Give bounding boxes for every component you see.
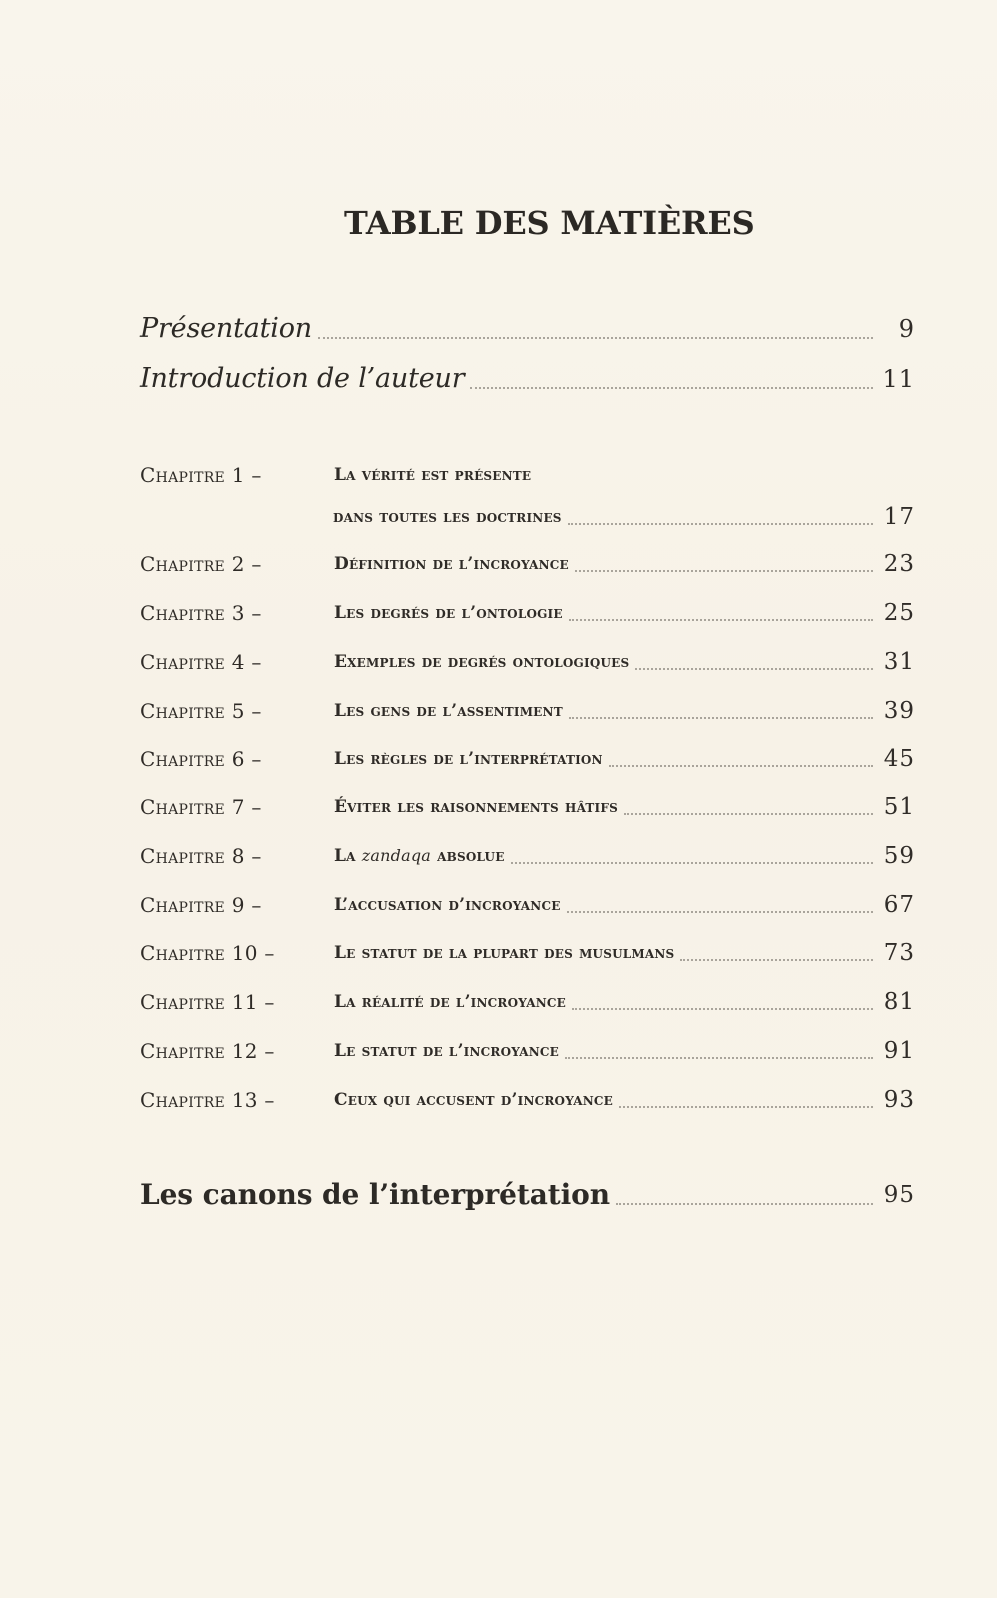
dot-leader — [624, 812, 873, 815]
chapter-title: Le statut de l’incroyance — [334, 1041, 560, 1061]
chapter-label: Chapitre 11 – — [140, 990, 275, 1014]
chapter-label: Chapitre 7 – — [140, 795, 262, 819]
page-number: 73 — [883, 940, 915, 966]
chapter-title: Les gens de l’assentiment — [334, 701, 563, 721]
toc-entry-presentation[interactable] — [140, 305, 915, 351]
toc-entry-label: Présentation — [140, 313, 312, 344]
page-number: 9 — [898, 315, 915, 343]
dot-leader — [470, 386, 873, 389]
chapter-title: L’accusation d’incroyance — [334, 895, 561, 915]
dot-leader — [569, 716, 873, 719]
dot-leader — [616, 1202, 873, 1205]
page-number: 67 — [883, 892, 915, 918]
chapter-title-suffix: absolue — [437, 846, 505, 866]
toc-chapter-3[interactable] — [140, 593, 915, 631]
chapter-label: Chapitre 10 – — [140, 941, 275, 965]
chapter-title: Ceux qui accusent d’incroyance — [334, 1090, 613, 1110]
page-title: TABLE DES MATIÈRES — [344, 204, 755, 242]
toc-chapter-8[interactable] — [140, 836, 915, 874]
toc-chapter-11[interactable] — [140, 982, 915, 1020]
dot-leader — [318, 336, 873, 339]
dot-leader — [635, 667, 873, 670]
toc-chapter-12[interactable] — [140, 1031, 915, 1069]
dot-leader — [565, 1056, 873, 1059]
page-number: 93 — [883, 1087, 915, 1113]
toc-chapter-5[interactable] — [140, 691, 915, 729]
toc-chapter-9[interactable] — [140, 885, 915, 923]
dot-leader — [619, 1105, 873, 1108]
toc-chapter-7[interactable] — [140, 787, 915, 825]
dot-leader — [680, 958, 873, 961]
chapter-label: Chapitre 4 – — [140, 650, 262, 674]
chapter-label: Chapitre 1 – — [140, 463, 262, 487]
toc-chapter-10[interactable] — [140, 933, 915, 971]
page-number: 59 — [883, 843, 915, 869]
page-number: 45 — [883, 746, 915, 772]
page-number: 11 — [882, 365, 915, 393]
toc-entry-introduction[interactable] — [140, 355, 915, 401]
chapter-title: Définition de l’incroyance — [334, 554, 569, 574]
dot-leader — [567, 910, 873, 913]
page-number: 23 — [883, 551, 915, 577]
dot-leader — [568, 522, 873, 525]
page-number: 91 — [883, 1038, 915, 1064]
chapter-label: Chapitre 8 – — [140, 844, 262, 868]
chapter-title-line-1: La vérité est présente — [334, 465, 532, 485]
page-number: 39 — [883, 698, 915, 724]
page-number: 95 — [883, 1182, 915, 1208]
chapter-title: Exemples de degrés ontologiques — [334, 652, 630, 672]
toc-chapter-4[interactable] — [140, 642, 915, 680]
chapter-label: Chapitre 9 – — [140, 893, 262, 917]
chapter-title: Les règles de l’interprétation — [334, 749, 603, 769]
dot-leader — [575, 569, 873, 572]
page-number: 25 — [883, 600, 915, 626]
toc-chapter-1-continuation[interactable] — [333, 497, 915, 535]
toc-chapter-2[interactable] — [140, 544, 915, 582]
page-number: 81 — [883, 989, 915, 1015]
chapter-label: Chapitre 12 – — [140, 1039, 275, 1063]
toc-chapter-6[interactable] — [140, 739, 915, 777]
chapter-label: Chapitre 13 – — [140, 1088, 275, 1112]
chapter-title: Les degrés de l’ontologie — [334, 603, 563, 623]
chapter-title: Le statut de la plupart des musulmans — [334, 943, 675, 963]
toc-entry-label: Introduction de l’auteur — [140, 363, 465, 394]
dot-leader — [511, 861, 873, 864]
toc-entry-label: Les canons de l’interprétation — [140, 1178, 610, 1211]
toc-chapter-13[interactable] — [140, 1080, 915, 1118]
chapter-title-italic-term: zandaqa — [361, 846, 432, 865]
toc-entry-canons[interactable] — [140, 1171, 915, 1217]
page-number: 51 — [883, 794, 915, 820]
chapter-title: Éviter les raisonnements hâtifs — [334, 797, 618, 817]
page-number: 31 — [883, 649, 915, 675]
chapter-label: Chapitre 3 – — [140, 601, 262, 625]
toc-chapter-1[interactable] — [140, 455, 915, 493]
dot-leader — [572, 1007, 873, 1010]
chapter-label: Chapitre 6 – — [140, 747, 262, 771]
chapter-title — [334, 838, 505, 874]
chapter-label: Chapitre 2 – — [140, 552, 262, 576]
dot-leader — [569, 618, 873, 621]
page-number: 17 — [883, 504, 915, 530]
chapter-title-prefix: La — [334, 846, 356, 866]
dot-leader — [609, 764, 873, 767]
chapter-title: La réalité de l’incroyance — [334, 992, 567, 1012]
chapter-title-line-2: dans toutes les doctrines — [333, 507, 562, 527]
chapter-label: Chapitre 5 – — [140, 699, 262, 723]
